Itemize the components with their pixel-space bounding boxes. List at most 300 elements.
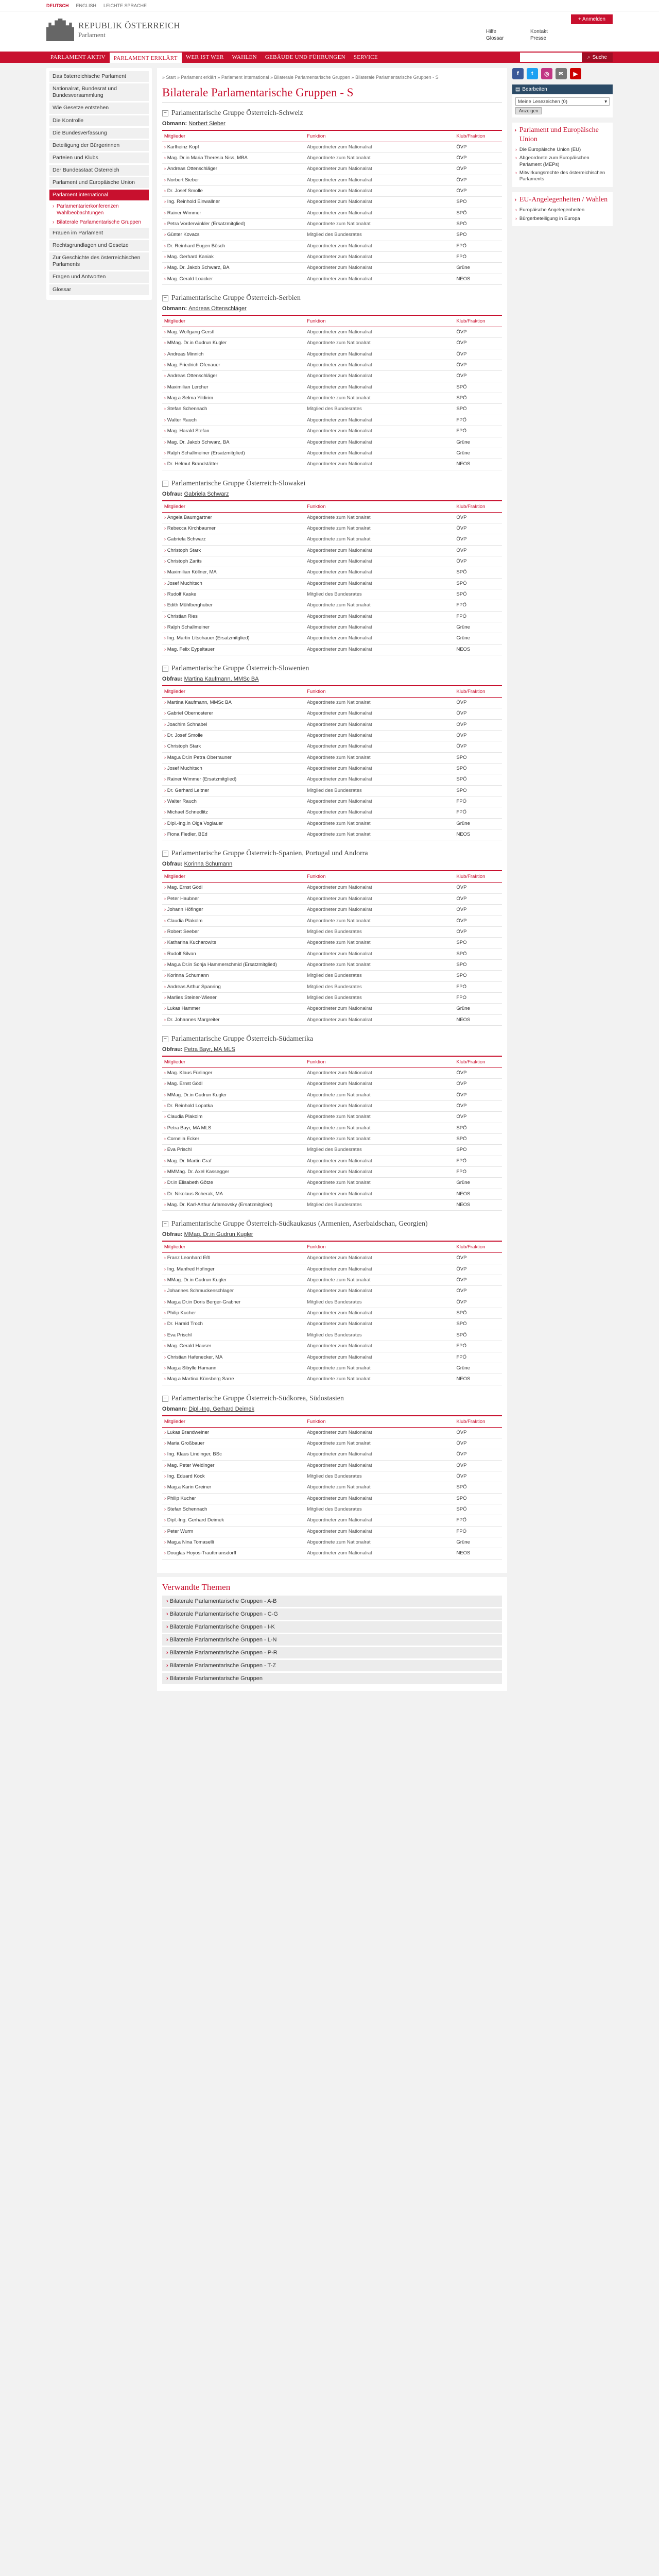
facebook-icon[interactable]: f: [512, 68, 524, 79]
member-name[interactable]: › Ing. Eduard Köck: [162, 1471, 305, 1482]
nav-parlament-aktiv[interactable]: PARLAMENT AKTIV: [50, 54, 106, 60]
member-name[interactable]: › Eva Prischl: [162, 1145, 305, 1156]
collapse-icon[interactable]: −: [162, 851, 168, 857]
chair-name[interactable]: MMag. Dr.in Gudrun Kugler: [184, 1231, 253, 1238]
member-row: [162, 567, 502, 578]
collapse-icon[interactable]: −: [162, 1396, 168, 1402]
bookmarks-select-value: Meine Lesezeichen (0): [517, 98, 567, 105]
member-name[interactable]: › Dr. Josef Smolle: [162, 731, 305, 741]
group-header[interactable]: [162, 1033, 502, 1046]
member-function: Abgeordneter zum Nationalrat: [305, 360, 454, 371]
nav-wer-ist-wer[interactable]: WER IST WER: [185, 54, 224, 60]
member-row: [162, 252, 502, 263]
member-name[interactable]: › Mag. Ernst Gödl: [162, 1079, 305, 1090]
member-name[interactable]: › Mag.a Karin Greiner: [162, 1482, 305, 1493]
left-nav-subitem-current[interactable]: › Bilaterale Parlamentarische Gruppen: [49, 218, 149, 228]
member-row: [162, 1200, 502, 1211]
member-row: [162, 459, 502, 470]
parliamentary-group: [162, 1393, 502, 1560]
member-name[interactable]: › Dr. Josef Smolle: [162, 185, 305, 196]
left-nav-item[interactable]: Glossar: [49, 284, 149, 295]
main-navigation: [0, 52, 659, 63]
member-name[interactable]: › Walter Rauch: [162, 796, 305, 807]
eu-box-link[interactable]: › Mitwirkungsrechte des österreichischen Parlaments: [512, 169, 613, 184]
member-name[interactable]: › Mag. Wolfgang Gerstl: [162, 327, 305, 338]
left-nav-item[interactable]: Das österreichische Parlament: [49, 71, 149, 82]
member-club: ÖVP: [454, 1438, 501, 1449]
member-row: [162, 448, 502, 459]
chair-name[interactable]: Korinna Schumann: [184, 861, 233, 868]
member-club: SPÖ: [454, 948, 501, 959]
member-function: Abgeordneter zum Nationalrat: [305, 567, 454, 578]
eu-box-title[interactable]: › Parlament und Europäische Union: [512, 123, 613, 146]
member-name[interactable]: › Mag. Dr. Karl-Arthur Arlamovsky (Ersatzmitglied): [162, 1200, 305, 1211]
member-name[interactable]: › Stefan Schennach: [162, 1504, 305, 1515]
member-row: [162, 611, 502, 622]
related-link[interactable]: › Bilaterale Parlamentarische Gruppen - I-K: [162, 1621, 502, 1633]
left-nav-item[interactable]: Frauen im Parlament: [49, 228, 149, 239]
search-icon: ⌕: [587, 54, 591, 60]
group-chair: [162, 1231, 502, 1241]
chair-name[interactable]: Andreas Ottenschläger: [188, 306, 247, 312]
member-function: Abgeordneter zum Nationalrat: [305, 1341, 454, 1352]
member-name[interactable]: › Rainer Wimmer: [162, 208, 305, 218]
member-name[interactable]: › Mag. Felix Eypeltauer: [162, 644, 305, 655]
page-title: Bilaterale Parlamentarische Gruppen - S: [162, 86, 502, 103]
member-name[interactable]: › Angela Baumgartner: [162, 512, 305, 523]
members-table: [162, 1056, 502, 1211]
member-name[interactable]: › Peter Wurm: [162, 1526, 305, 1537]
member-name[interactable]: › Franz Leonhard Eßl: [162, 1253, 305, 1264]
member-name[interactable]: › Rebecca Kirchbaumer: [162, 523, 305, 534]
bookmarks-select[interactable]: [515, 97, 610, 106]
member-row: [162, 1330, 502, 1341]
group-title: Parlamentarische Gruppe Österreich-Spanien, Portugal und Andorra: [171, 850, 368, 858]
member-row: [162, 534, 502, 545]
member-row: [162, 1189, 502, 1199]
member-function: Mitglied des Bundesrates: [305, 404, 454, 415]
left-nav-item[interactable]: Zur Geschichte des österreichischen Parlaments: [49, 252, 149, 270]
member-name[interactable]: › Claudia Plakolm: [162, 1112, 305, 1123]
member-name[interactable]: › Robert Seeber: [162, 926, 305, 937]
member-row: [162, 1341, 502, 1352]
member-name[interactable]: › Gabriela Schwarz: [162, 534, 305, 545]
members-table: [162, 1415, 502, 1560]
member-name[interactable]: › Rudolf Kaske: [162, 589, 305, 600]
related-link[interactable]: › Bilaterale Parlamentarische Gruppen - L-N: [162, 1634, 502, 1646]
member-function: Mitglied des Bundesrates: [305, 1471, 454, 1482]
login-button[interactable]: [571, 14, 613, 24]
member-name[interactable]: › Ralph Schallmeiner (Ersatzmitglied): [162, 448, 305, 459]
left-nav-item[interactable]: Beteiligung der Bürgerinnen: [49, 140, 149, 151]
member-name[interactable]: › Lukas Hammer: [162, 1004, 305, 1014]
member-name[interactable]: › Ing. Manfred Hofinger: [162, 1264, 305, 1275]
group-header[interactable]: [162, 1218, 502, 1231]
member-name[interactable]: › Mag.a Dr.in Sonja Hammerschmid (Ersatzmitglied): [162, 959, 305, 970]
member-name[interactable]: › Mag.a Dr.in Petra Oberrauner: [162, 752, 305, 763]
eu-affairs-link[interactable]: › Europäische Angelegenheiten: [512, 206, 613, 214]
member-name[interactable]: › Mag.a Selma Yildirim: [162, 393, 305, 404]
mail-icon[interactable]: ✉: [556, 68, 567, 79]
column-header-member: Mitglieder: [162, 871, 305, 883]
member-name[interactable]: › Johannes Schmuckenschlager: [162, 1286, 305, 1297]
member-name[interactable]: › Ing. Martin Litschauer (Ersatzmitglied): [162, 633, 305, 644]
member-club: FPÖ: [454, 611, 501, 622]
left-nav-item[interactable]: Der Bundesstaat Österreich: [49, 165, 149, 176]
group-header[interactable]: [162, 292, 502, 306]
member-name[interactable]: › Christian Ries: [162, 611, 305, 622]
left-nav-item[interactable]: Parlament und Europäische Union: [49, 177, 149, 188]
nav-parlament-erklaert[interactable]: PARLAMENT ERKLÄRT: [110, 52, 182, 63]
member-function: Abgeordneter zum Nationalrat: [305, 1319, 454, 1330]
member-name[interactable]: › Dr. Reinhard Eugen Bösch: [162, 241, 305, 251]
member-row: [162, 1145, 502, 1156]
left-nav-item-active[interactable]: Parlament international: [49, 190, 149, 200]
chair-name[interactable]: Norbert Sieber: [188, 120, 226, 127]
member-row: [162, 764, 502, 774]
member-name[interactable]: › Mag. Harald Stefan: [162, 426, 305, 437]
collapse-icon[interactable]: −: [162, 110, 168, 116]
member-name[interactable]: › Andreas Minnich: [162, 349, 305, 360]
eu-box-link[interactable]: › Die Europäische Union (EU): [512, 146, 613, 154]
left-nav-item[interactable]: Die Bundesverfassung: [49, 128, 149, 139]
nav-service[interactable]: SERVICE: [353, 54, 378, 60]
member-name[interactable]: › Dr.in Elisabeth Götze: [162, 1178, 305, 1189]
member-name[interactable]: › Ing. Klaus Lindinger, BSc: [162, 1449, 305, 1460]
member-name[interactable]: › Joachim Schnabel: [162, 719, 305, 730]
member-row: [162, 589, 502, 600]
member-name[interactable]: › Peter Haubner: [162, 893, 305, 904]
column-header-club: Klub/Fraktion: [454, 1056, 501, 1068]
member-name[interactable]: › Dr. Johannes Margreiter: [162, 1014, 305, 1025]
eu-affairs-title[interactable]: › EU-Angelegenheiten / Wahlen: [512, 192, 613, 207]
language-link-en[interactable]: ENGLISH: [76, 3, 97, 8]
chair-label: Obfrau:: [162, 1231, 183, 1238]
member-name[interactable]: › Katharina Kucharowits: [162, 938, 305, 948]
member-club: NEOS: [454, 459, 501, 470]
member-row: [162, 633, 502, 644]
member-name[interactable]: › Dr. Gerhard Leitner: [162, 785, 305, 796]
member-function: Abgeordnete zum Nationalrat: [305, 1134, 454, 1145]
collapse-icon[interactable]: −: [162, 481, 168, 487]
member-function: Abgeordnete zum Nationalrat: [305, 916, 454, 926]
member-function: Mitglied des Bundesrates: [305, 992, 454, 1003]
group-title: Parlamentarische Gruppe Österreich-Slowenien: [171, 665, 309, 672]
column-header-member: Mitglieder: [162, 1241, 305, 1253]
member-club: ÖVP: [454, 360, 501, 371]
member-club: FPÖ: [454, 252, 501, 263]
breadcrumb[interactable]: » Start » Parlament erklärt » Parlament international » Bilaterale Parlamentarische Gruppen » Bilaterale Parlamentarische Gruppen - S: [162, 75, 439, 80]
member-club: SPÖ: [454, 404, 501, 415]
member-club: FPÖ: [454, 1156, 501, 1166]
member-function: Abgeordneter zum Nationalrat: [305, 327, 454, 338]
member-row: [162, 1308, 502, 1319]
member-name[interactable]: › Marlies Steiner-Wieser: [162, 992, 305, 1003]
member-row: [162, 796, 502, 807]
member-row: [162, 1264, 502, 1275]
glossary-link[interactable]: Glossar: [486, 36, 504, 41]
member-row: [162, 818, 502, 829]
chair-label: Obfrau:: [162, 861, 183, 868]
member-name[interactable]: › Ralph Schallmeiner: [162, 622, 305, 633]
group-header[interactable]: [162, 1393, 502, 1406]
member-club: NEOS: [454, 1548, 501, 1559]
instagram-icon[interactable]: ◎: [541, 68, 552, 79]
related-link[interactable]: › Bilaterale Parlamentarische Gruppen - P-R: [162, 1647, 502, 1658]
main-area: [46, 63, 613, 2576]
group-header[interactable]: [162, 107, 502, 121]
member-row: [162, 523, 502, 534]
member-club: ÖVP: [454, 1427, 501, 1438]
column-header-function: Funktion: [305, 1241, 454, 1253]
member-club: NEOS: [454, 1189, 501, 1199]
collapse-icon[interactable]: −: [162, 1036, 168, 1042]
member-name[interactable]: › Stefan Schennach: [162, 404, 305, 415]
left-nav-item[interactable]: Nationalrat, Bundesrat und Bundesversammlung: [49, 83, 149, 101]
member-name[interactable]: › Karlheinz Kopf: [162, 142, 305, 152]
group-header[interactable]: [162, 848, 502, 861]
member-name[interactable]: › Mag. Dr. Jakob Schwarz, BA: [162, 437, 305, 448]
member-club: ÖVP: [454, 926, 501, 937]
member-function: Abgeordneter zum Nationalrat: [305, 1548, 454, 1559]
member-row: [162, 926, 502, 937]
member-name[interactable]: › Mag.a Martina Künsberg Sarre: [162, 1374, 305, 1385]
member-name[interactable]: › Korinna Schumann: [162, 971, 305, 981]
group-chair: [162, 306, 502, 315]
member-name[interactable]: › Dr. Nikolaus Scherak, MA: [162, 1189, 305, 1199]
member-name[interactable]: › Günter Kovacs: [162, 230, 305, 241]
twitter-icon[interactable]: t: [527, 68, 538, 79]
member-name[interactable]: › Lukas Brandweiner: [162, 1427, 305, 1438]
member-club: SPÖ: [454, 1482, 501, 1493]
member-row: [162, 219, 502, 230]
left-nav-item[interactable]: Rechtsgrundlagen und Gesetze: [49, 240, 149, 251]
related-link[interactable]: › Bilaterale Parlamentarische Gruppen: [162, 1673, 502, 1684]
members-table: [162, 315, 502, 470]
member-row: [162, 1123, 502, 1133]
member-name[interactable]: › Maria Großbauer: [162, 1438, 305, 1449]
bookmarks-header: [512, 84, 613, 94]
member-row: [162, 1515, 502, 1526]
member-row: [162, 1090, 502, 1100]
member-name[interactable]: › Dr. Helmut Brandstätter: [162, 459, 305, 470]
member-row: [162, 1112, 502, 1123]
member-name[interactable]: › Douglas Hoyos-Trauttmansdorff: [162, 1548, 305, 1559]
group-header[interactable]: [162, 478, 502, 491]
member-name[interactable]: › Mag.a Nina Tomaselli: [162, 1537, 305, 1548]
member-name[interactable]: › Johann Höfinger: [162, 905, 305, 916]
member-name[interactable]: › Edith Mühlberghuber: [162, 600, 305, 611]
member-name[interactable]: › Mag. Dr. Jakob Schwarz, BA: [162, 263, 305, 274]
member-row: [162, 622, 502, 633]
member-club: SPÖ: [454, 567, 501, 578]
chair-name[interactable]: Martina Kaufmann, MMSc BA: [184, 676, 259, 682]
member-name[interactable]: › Fiona Fiedler, BEd: [162, 829, 305, 840]
column-header-club: Klub/Fraktion: [454, 130, 501, 142]
left-nav-item[interactable]: Fragen und Antworten: [49, 272, 149, 282]
member-name[interactable]: › Christoph Stark: [162, 741, 305, 752]
member-function: Mitglied des Bundesrates: [305, 1297, 454, 1308]
related-link[interactable]: › Bilaterale Parlamentarische Gruppen - T-Z: [162, 1660, 502, 1671]
chair-name[interactable]: Dipl.-Ing. Gerhard Deimek: [188, 1405, 254, 1412]
group-header[interactable]: [162, 663, 502, 676]
nav-gebaeude[interactable]: GEBÄUDE UND FÜHRUNGEN: [265, 54, 345, 60]
member-function: Abgeordnete zum Nationalrat: [305, 1178, 454, 1189]
left-nav-item[interactable]: Die Kontrolle: [49, 115, 149, 126]
member-function: Abgeordnete zum Nationalrat: [305, 512, 454, 523]
member-function: Abgeordneter zum Nationalrat: [305, 1526, 454, 1537]
member-name[interactable]: › MMag. Dr.in Gudrun Kugler: [162, 338, 305, 349]
member-name[interactable]: › Mag. Peter Weidinger: [162, 1460, 305, 1471]
member-row: [162, 197, 502, 208]
chair-label: Obmann:: [162, 306, 187, 312]
member-club: ÖVP: [454, 1112, 501, 1123]
related-topics: [157, 1577, 507, 1691]
parliamentary-group: [162, 478, 502, 655]
member-name[interactable]: › Petra Vorderwinkler (Ersatzmitglied): [162, 219, 305, 230]
collapse-icon[interactable]: −: [162, 1221, 168, 1227]
related-link[interactable]: › Bilaterale Parlamentarische Gruppen - C-G: [162, 1608, 502, 1620]
left-nav-item[interactable]: Parteien und Klubs: [49, 152, 149, 163]
member-name[interactable]: › Mag. Gerald Hauser: [162, 1341, 305, 1352]
group-title: Parlamentarische Gruppe Österreich-Serbien: [171, 294, 301, 302]
member-row: [162, 1374, 502, 1385]
collapse-icon[interactable]: −: [162, 295, 168, 301]
member-name[interactable]: › MMag. Dr.in Gudrun Kugler: [162, 1275, 305, 1286]
member-name[interactable]: › Josef Muchitsch: [162, 764, 305, 774]
chair-label: Obfrau:: [162, 676, 183, 682]
member-name[interactable]: › Andreas Ottenschläger: [162, 164, 305, 175]
member-row: [162, 1504, 502, 1515]
member-function: Abgeordneter zum Nationalrat: [305, 448, 454, 459]
press-link[interactable]: Presse: [530, 36, 547, 41]
member-name[interactable]: › Mag. Friedrich Ofenauer: [162, 360, 305, 371]
members-table: [162, 130, 502, 285]
member-function: Abgeordnete zum Nationalrat: [305, 1482, 454, 1493]
member-name[interactable]: › Petra Bayr, MA MLS: [162, 1123, 305, 1133]
member-name[interactable]: › Andreas Ottenschläger: [162, 371, 305, 382]
member-name[interactable]: › Mag. Gerhard Kaniak: [162, 252, 305, 263]
member-name[interactable]: › Mag.a Sibylle Hamann: [162, 1363, 305, 1374]
member-club: Grüne: [454, 448, 501, 459]
member-name[interactable]: › Ing. Reinhold Einwallner: [162, 197, 305, 208]
member-name[interactable]: › Christoph Zarits: [162, 556, 305, 567]
member-name[interactable]: › Mag.a Dr.in Doris Berger-Grabner: [162, 1297, 305, 1308]
member-name[interactable]: › Josef Muchitsch: [162, 578, 305, 589]
member-row: [162, 905, 502, 916]
search-input[interactable]: [520, 53, 582, 62]
help-link[interactable]: Hilfe: [486, 29, 497, 35]
chair-name[interactable]: Gabriela Schwarz: [184, 490, 229, 497]
member-name[interactable]: › Mag. Dr. Martin Graf: [162, 1156, 305, 1166]
member-name[interactable]: › Claudia Plakolm: [162, 916, 305, 926]
eu-affairs-link[interactable]: › Bürgerbeteiligung in Europa: [512, 215, 613, 223]
member-name[interactable]: › Maximilian Lercher: [162, 382, 305, 393]
member-function: Abgeordneter zum Nationalrat: [305, 426, 454, 437]
column-header-club: Klub/Fraktion: [454, 1241, 501, 1253]
member-name[interactable]: › Norbert Sieber: [162, 175, 305, 185]
member-name[interactable]: › Dr. Reinhold Lopatka: [162, 1100, 305, 1111]
group-list: [162, 107, 502, 1560]
member-name[interactable]: › Eva Prischl: [162, 1330, 305, 1341]
member-club: ÖVP: [454, 349, 501, 360]
member-name[interactable]: › Philip Kucher: [162, 1308, 305, 1319]
member-row: [162, 371, 502, 382]
member-function: Abgeordneter zum Nationalrat: [305, 611, 454, 622]
member-row: [162, 1427, 502, 1438]
youtube-icon[interactable]: ▶: [570, 68, 581, 79]
member-function: Abgeordnete zum Nationalrat: [305, 829, 454, 840]
member-name[interactable]: › Dipl.-Ing.in Olga Voglauer: [162, 818, 305, 829]
member-name[interactable]: › Christian Hafenecker, MA: [162, 1352, 305, 1363]
search-button[interactable]: [582, 53, 613, 62]
member-function: Abgeordnete zum Nationalrat: [305, 1363, 454, 1374]
member-name[interactable]: › Martina Kaufmann, MMSc BA: [162, 698, 305, 708]
member-name[interactable]: › Mag. Dr.in Maria Theresia Niss, MBA: [162, 152, 305, 163]
member-club: Grüne: [454, 633, 501, 644]
eu-box-link[interactable]: › Abgeordnete zum Europäischen Parlament (MEPs): [512, 154, 613, 169]
member-name[interactable]: › Maximilian Köllner, MA: [162, 567, 305, 578]
member-function: Abgeordneter zum Nationalrat: [305, 893, 454, 904]
member-function: Mitglied des Bundesrates: [305, 785, 454, 796]
group-chair: [162, 676, 502, 685]
member-name[interactable]: › Andreas Arthur Spanring: [162, 981, 305, 992]
language-link-easy[interactable]: LEICHTE SPRACHE: [103, 3, 147, 8]
member-name[interactable]: › Cornelia Ecker: [162, 1134, 305, 1145]
member-name[interactable]: › Walter Rauch: [162, 415, 305, 426]
member-name[interactable]: › Christoph Stark: [162, 545, 305, 556]
left-nav-item[interactable]: Wie Gesetze entstehen: [49, 103, 149, 113]
member-name[interactable]: › Dipl.-Ing. Gerhard Deimek: [162, 1515, 305, 1526]
member-row: [162, 404, 502, 415]
left-nav-subitem[interactable]: › Parlamentarierkonferenzen Wahlbeobachtungen: [49, 202, 149, 218]
member-name[interactable]: › Dr. Harald Troch: [162, 1319, 305, 1330]
chair-label: Obmann:: [162, 120, 187, 127]
member-function: Abgeordneter zum Nationalrat: [305, 371, 454, 382]
member-club: FPÖ: [454, 992, 501, 1003]
member-function: Abgeordnete zum Nationalrat: [305, 752, 454, 763]
related-link[interactable]: › Bilaterale Parlamentarische Gruppen - A-B: [162, 1596, 502, 1607]
member-club: ÖVP: [454, 556, 501, 567]
member-name[interactable]: › Gabriel Obernosterer: [162, 708, 305, 719]
member-club: SPÖ: [454, 774, 501, 785]
member-name[interactable]: › Mag. Klaus Fürlinger: [162, 1067, 305, 1078]
contact-link[interactable]: Kontakt: [530, 29, 548, 35]
member-name[interactable]: › Mag. Gerald Loacker: [162, 274, 305, 284]
member-club: FPÖ: [454, 241, 501, 251]
member-row: [162, 512, 502, 523]
member-row: [162, 327, 502, 338]
member-name[interactable]: › Mag. Ernst Gödl: [162, 883, 305, 893]
language-link-de[interactable]: DEUTSCH: [46, 3, 69, 8]
chair-name[interactable]: Petra Bayr, MA MLS: [184, 1046, 235, 1053]
member-row: [162, 241, 502, 251]
bookmarks-show-button[interactable]: Anzeigen: [515, 107, 542, 114]
member-name[interactable]: › Philip Kucher: [162, 1493, 305, 1504]
site-logo[interactable]: [46, 19, 180, 41]
member-name[interactable]: › MMag. Dr.in Gudrun Kugler: [162, 1090, 305, 1100]
member-name[interactable]: › Rainer Wimmer (Ersatzmitglied): [162, 774, 305, 785]
nav-wahlen[interactable]: WAHLEN: [232, 54, 257, 60]
member-name[interactable]: › MMMag. Dr. Axel Kassegger: [162, 1167, 305, 1178]
member-function: Mitglied des Bundesrates: [305, 589, 454, 600]
member-club: FPÖ: [454, 1167, 501, 1178]
member-name[interactable]: › Michael Schnedlitz: [162, 807, 305, 818]
member-name[interactable]: › Rudolf Silvan: [162, 948, 305, 959]
eu-box: [512, 123, 613, 187]
collapse-icon[interactable]: −: [162, 666, 168, 672]
member-row: [162, 708, 502, 719]
